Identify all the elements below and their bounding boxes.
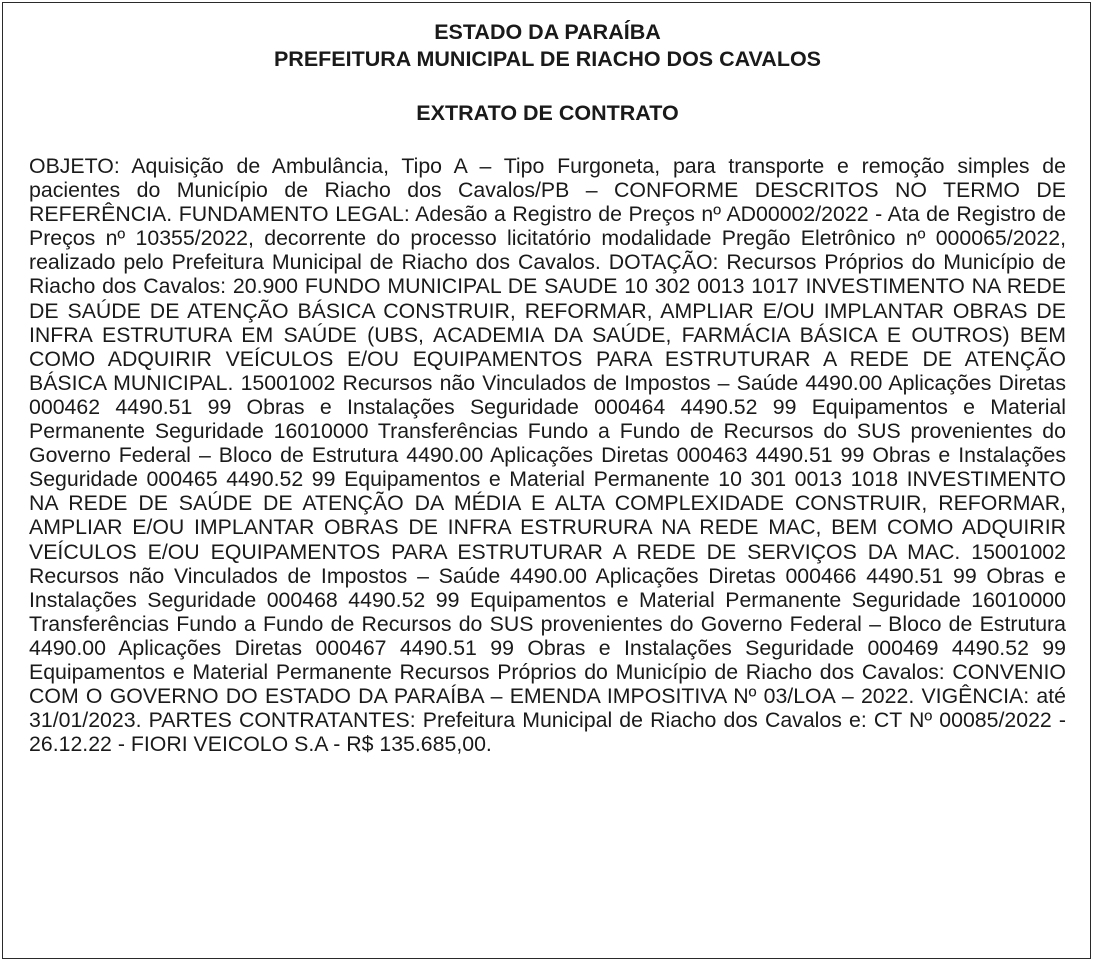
municipality-heading: PREFEITURA MUNICIPAL DE RIACHO DOS CAVALOS <box>273 47 822 71</box>
contract-extract-body: OBJETO: Aquisição de Ambulância, Tipo A – Tipo Furgoneta, para transporte e remoção simples de pacientes do Município de Riacho dos Cavalos/PB – CONFORME DESCRITOS NO TERMO DE REFERÊNCIA. FUNDAMENTO LEGAL: Adesão a Registro de Preços nº AD00002/2022 - Ata de Registro de Preços nº 10355/2022, decorrente do processo licitatório modalidade Pregão Eletrônico nº 000065/2022, realizado pelo Prefeitura Municipal de Riacho dos Cavalos. DOTAÇÃO: Recursos Próprios do Município de Riacho dos Cavalos: 20.900 FUNDO MUNICIPAL DE SAUDE 10 302 0013 1017 INVESTIMENTO NA REDE DE SAÚDE DE ATENÇÃO BÁSICA CONSTRUIR, REFORMAR, AMPLIAR E/OU IMPLANTAR OBRAS DE INFRA ESTRUTURA EM SAÚDE (UBS, ACADEMIA DA SAÚDE, FARMÁCIA BÁSICA E OUTROS) BEM COMO ADQUIRIR VEÍCULOS E/OU EQUIPAMENTOS PARA ESTRUTURAR A REDE DE ATENÇÃO BÁSICA MUNICIPAL. 15001002 Recursos não Vinculados de Impostos – Saúde 4490.00 Aplicações Diretas 000462 4490.51 99 Obras e Instalações Seguridade 000464 4490.52 99 Equipamentos e Material Permanente Seguridade 16010000 Transferências Fundo a Fundo de Recursos do SUS provenientes do Governo Federal – Bloco de Estrutura 4490.00 Aplicações Diretas 000463 4490.51 99 Obras e Instalações Seguridade 000465 4490.52 99 Equipamentos e Material Permanente 10 301 0013 1018 INVESTIMENTO NA REDE DE SAÚDE DE ATENÇÃO DA MÉDIA E ALTA COMPLEXIDADE CONSTRUIR, REFORMAR, AMPLIAR E/OU IMPLANTAR OBRAS DE INFRA ESTRURURA NA REDE MAC, BEM COMO ADQUIRIR VEÍCULOS E/OU EQUIPAMENTOS PARA ESTRUTURAR A REDE DE SERVIÇOS DA MAC. 15001002 Recursos não Vinculados de Impostos – Saúde 4490.00 Aplicações Diretas 000466 4490.51 99 Obras e Instalações Seguridade 000468 4490.52 99 Equipamentos e Material Permanente Seguridade 16010000 Transferências Fundo a Fundo de Recursos do SUS provenientes do Governo Federal – Bloco de Estrutura 4490.00 Aplicações Diretas 000467 4490.51 99 Obras e Instalações Seguridade 000469 4490.52 99 Equipamentos e Material Permanente Recursos Próprios do Município de Riacho dos Cavalos: CONVENIO COM O GOVERNO DO ESTADO DA PARAÍBA – EMENDA IMPOSITIVA Nº 03/LOA – 2022. VIGÊNCIA: até 31/01/2023. PARTES CONTRATANTES: Prefeitura Municipal de Riacho dos Cavalos e: CT Nº 00085/2022 - 26.12.22 - FIORI VEICOLO S.A - R$ 135.685,00. <box>29 154 1066 757</box>
document-title: EXTRATO DE CONTRATO <box>416 101 679 125</box>
state-heading: ESTADO DA PARAÍBA <box>434 20 661 44</box>
notice-content <box>29 19 1066 756</box>
notice-frame <box>2 2 1091 959</box>
